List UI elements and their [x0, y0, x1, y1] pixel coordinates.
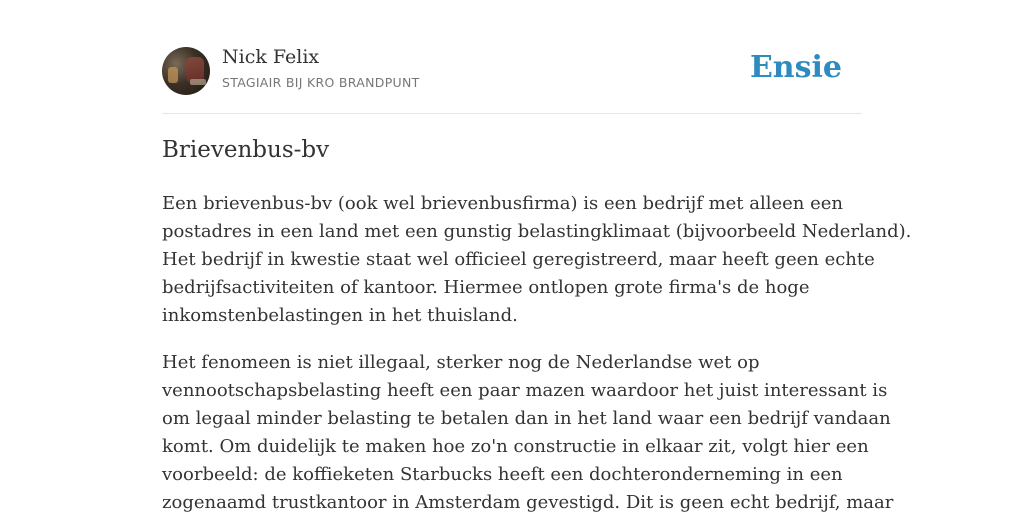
avatar-detail: [190, 79, 206, 85]
article-paragraph: [162, 349, 894, 512]
avatar-detail: [168, 67, 178, 83]
paragraph-line: voorbeeld: de koffieketen Starbucks heeft een dochteronderneming in een: [162, 464, 843, 485]
brand-logo[interactable]: Ensie: [749, 50, 842, 85]
author-avatar[interactable]: [162, 47, 210, 95]
article-title: Brievenbus-bv: [162, 137, 330, 163]
article-paragraph: [162, 190, 912, 330]
paragraph-line: komt. Om duidelijk te maken hoe zo'n constructie in elkaar zit, volgt hier een: [162, 436, 869, 457]
paragraph-line: Het bedrijf in kwestie staat wel officieel geregistreerd, maar heeft geen echte: [162, 249, 875, 270]
paragraph-line: bedrijfsactiviteiten of kantoor. Hiermee ontlopen grote firma's de hoge: [162, 277, 810, 298]
author-role: STAGIAIR BIJ KRO BRANDPUNT: [222, 75, 420, 90]
author-name[interactable]: Nick Felix: [222, 46, 320, 68]
article-header: [162, 0, 862, 114]
paragraph-line: Het fenomeen is niet illegaal, sterker nog de Nederlandse wet op: [162, 352, 760, 373]
paragraph-line: om legaal minder belasting te betalen dan in het land waar een bedrijf vandaan: [162, 408, 891, 429]
paragraph-line: Een brievenbus-bv (ook wel brievenbusfirma) is een bedrijf met alleen een: [162, 193, 844, 214]
paragraph-line: postadres in een land met een gunstig belastingklimaat (bijvoorbeeld Nederland).: [162, 221, 912, 242]
paragraph-line: inkomstenbelastingen in het thuisland.: [162, 305, 518, 326]
paragraph-line: vennootschapsbelasting heeft een paar mazen waardoor het juist interessant is: [162, 380, 888, 401]
paragraph-line: zogenaamd trustkantoor in Amsterdam gevestigd. Dit is geen echt bedrijf, maar: [162, 492, 894, 512]
article-card: [162, 0, 912, 512]
